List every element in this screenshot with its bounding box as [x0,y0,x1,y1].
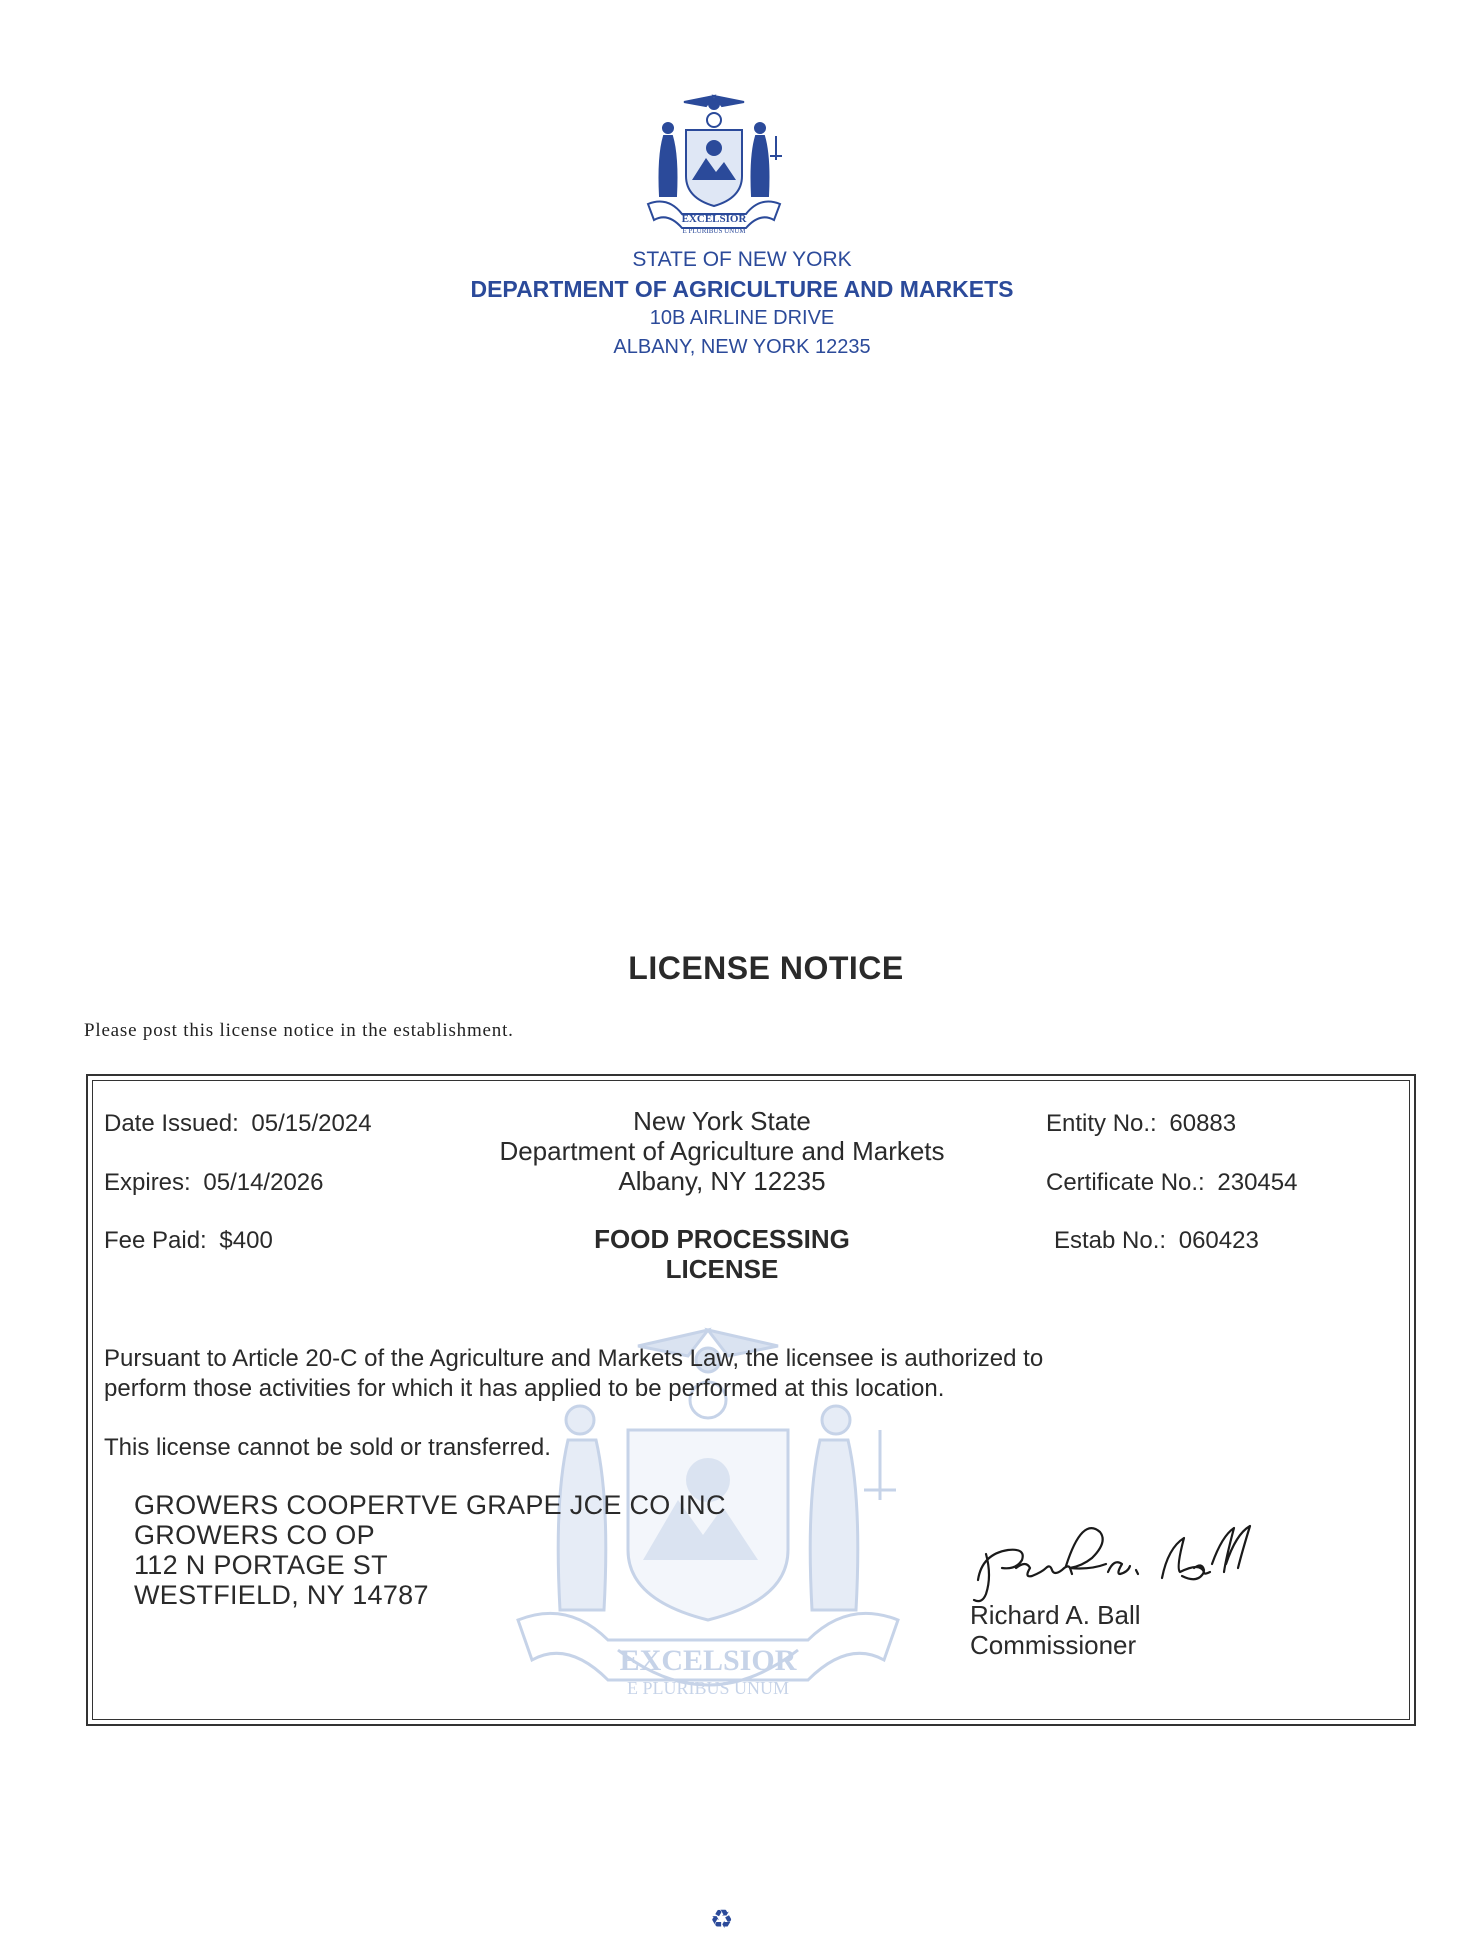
recycle-icon: ♻ [710,1904,734,1934]
commissioner-signature [966,1518,1256,1608]
seal-submotto: E PLURIBUS UNUM [682,227,746,235]
entity-label: Entity No.: [1046,1110,1157,1137]
estab-value: 060423 [1178,1227,1259,1254]
entity-row [1046,1110,1236,1138]
expires-value: 05/14/2026 [203,1169,324,1196]
letterhead-department: DEPARTMENT OF AGRICULTURE AND MARKETS [470,276,1014,302]
date-issued-row [104,1110,372,1138]
issuer-line3: Albany, NY 12235 [618,1166,826,1196]
expires-label: Expires: [104,1169,191,1196]
seal-motto: EXCELSIOR [681,213,747,225]
post-instruction: Please post this license notice in the establishment. [84,1020,514,1041]
licensee-line3: 112 N PORTAGE ST [134,1550,388,1580]
licensee-line2: GROWERS CO OP [134,1520,375,1550]
ny-state-seal-icon [634,86,794,246]
licensee-line1: GROWERS COOPERTVE GRAPE JCE CO INC [134,1490,726,1520]
licensee-line4: WESTFIELD, NY 14787 [134,1580,429,1610]
certificate-row [1046,1169,1297,1197]
letterhead-state: STATE OF NEW YORK [632,248,852,271]
license-type-line2: LICENSE [665,1254,779,1284]
signatory-name: Richard A. Ball [970,1600,1141,1630]
estab-label: Estab No.: [1054,1227,1167,1254]
certificate-value: 230454 [1217,1169,1298,1196]
date-issued-value: 05/15/2024 [251,1110,372,1137]
watermark-motto: EXCELSIOR [619,1644,797,1677]
date-issued-label: Date Issued: [104,1110,239,1137]
authorization-line2: perform those activities for which it has applied to be performed at this location. [104,1375,945,1402]
expires-row [104,1169,324,1197]
notice-title: LICENSE NOTICE [628,950,904,986]
letterhead-address-line1: 10B AIRLINE DRIVE [649,307,835,329]
certificate-label: Certificate No.: [1046,1169,1205,1196]
issuer-line1: New York State [633,1106,811,1136]
transfer-notice: This license cannot be sold or transferred. [104,1434,551,1461]
watermark-submotto: E PLURIBUS UNUM [626,1678,790,1698]
authorization-line1: Pursuant to Article 20-C of the Agriculture and Markets Law, the licensee is authorized to [104,1345,1044,1372]
signatory-title: Commissioner [970,1630,1137,1660]
fee-paid-value: $400 [219,1227,273,1254]
estab-row [1054,1227,1259,1255]
license-type-line1: FOOD PROCESSING [594,1224,850,1254]
letterhead-address-line2: ALBANY, NEW YORK 12235 [613,336,871,358]
entity-value: 60883 [1169,1110,1237,1137]
fee-paid-label: Fee Paid: [104,1227,207,1254]
fee-paid-row [104,1227,273,1255]
issuer-line2: Department of Agriculture and Markets [499,1136,945,1166]
